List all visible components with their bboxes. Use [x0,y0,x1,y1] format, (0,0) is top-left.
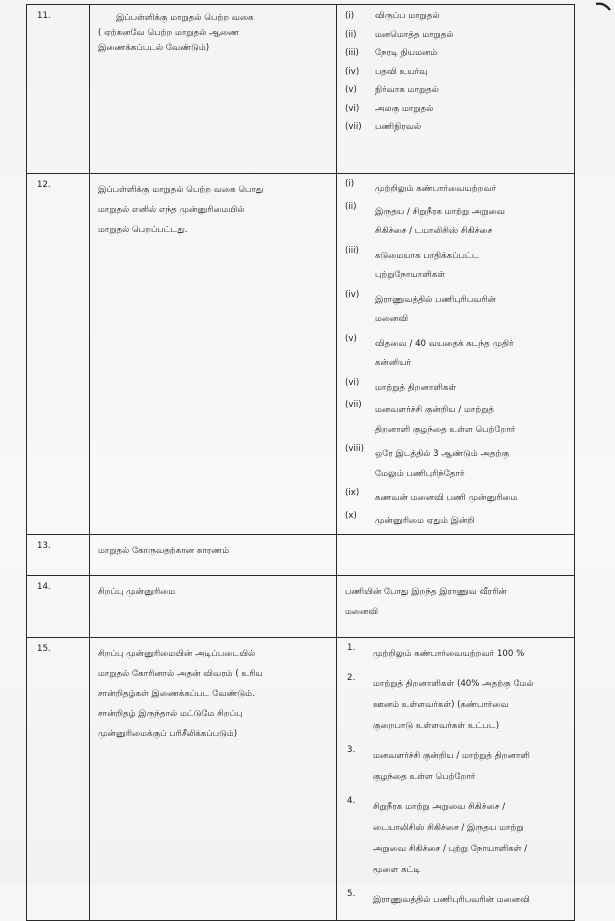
option-text: மாற்றுத் திறனாளிகள் [375,382,457,393]
option-text: விதவை / 40 வயதைக் கடந்த முதிர் [375,338,514,349]
option-number: (iii) [345,48,359,58]
list-item [347,797,568,881]
option-number: (ix) [345,488,360,498]
row-answer [337,638,575,921]
option-text: விருப்ப மாறுதல் [375,11,440,21]
option-number: (vi) [345,103,360,114]
question-line: சான்றிதழ்கள் இணைக்கப்பட வேண்டும். [98,689,255,699]
option-number: 3. [347,745,356,755]
question-line: முன்னுரிமைக்குப் பரிசீலிக்கப்படும்) [98,729,238,739]
question-line: சிறப்பு முன்னுரிமை [98,587,176,597]
question-line: சான்றிதழ் இருந்தால் மட்டுமே சிறப்பு [98,709,243,719]
option-number: (iii) [345,245,359,256]
option-text: மாற்றுத் திறனாளிகள் (40% அதற்கு மேல் [373,679,534,689]
list-item [345,103,568,122]
row-answer [337,5,575,174]
table-row-14 [27,576,575,638]
question-line: சிறப்பு முன்னுரிமையின் அடிப்படையில் [98,649,256,659]
list-item [345,10,568,29]
list-item [345,180,568,200]
option-list [345,180,568,531]
option-text: இராணுவத்தில் பணிபுரிபவரின் [375,294,496,305]
option-list [345,10,568,140]
row-number: 11. [27,5,90,174]
question-line: இப்பள்ளிக்கு மாறுதல் பெற்ற வகை பொது [98,185,264,195]
list-item [345,401,568,440]
option-number: (iv) [345,66,360,77]
question-line: ( ஏற்கனவே பெற்ற மாறுதல் ஆணை [98,28,240,38]
option-text: குழந்தை உள்ள பெற்றோர் [373,772,476,782]
page-curl-mark [594,0,612,18]
option-text: அறுவை சிகிச்சை / புற்று நோயாளிகள் / [373,844,528,854]
option-number: (x) [345,510,357,521]
option-text: ஊனம் உள்ளவர்கள்) (கண்பார்வை [373,700,509,710]
row-question [90,174,337,535]
table-row-11 [27,5,575,174]
option-text: கணவன் மனைவி பணி முன்னுரிமை [375,493,518,503]
option-text: திறனாளி குழந்தை உள்ள பெற்றோர் [375,424,516,435]
question-line: மாறுதல் கோருவதற்கான காரணம் [98,546,230,556]
option-text: கடுமையாக பாதிக்கப்பட்ட [375,250,479,261]
option-number: (ii) [345,201,357,212]
row-number: 15. [27,638,90,921]
option-text: நேரடி நியமனம் [375,48,438,58]
option-list [345,644,568,911]
option-text: ஒரே இடத்தில் 3 ஆண்டும் அதற்கு [375,449,510,459]
option-text: மனைவி [375,314,409,324]
row-question [90,638,337,921]
list-item [345,379,568,399]
list-item [345,203,568,242]
option-number: (viii) [345,444,364,454]
question-line: இப்பள்ளிக்கு மாறுதல் பெற்ற வகை [116,13,254,23]
option-number: (iv) [345,289,360,300]
list-item [345,121,568,140]
list-item [347,890,568,911]
row-question [90,5,337,174]
question-line: மாறுதல் எனில் எந்த முன்னுரிமையில் [98,205,245,215]
option-number: 5. [347,889,356,899]
option-text: சிகிச்சை / டயாலிசிஸ் சிகிச்சை [375,226,493,236]
list-item [345,84,568,103]
option-number: (v) [345,333,357,344]
option-number: (i) [345,179,355,189]
option-text: முற்றிலும் கண்பார்வையற்றவர் [375,184,497,194]
option-text: கன்னியர் [375,358,411,368]
option-text: புற்றுநோயாளிகள் [375,270,446,280]
list-item [345,66,568,85]
row-question [90,535,337,576]
list-item [345,291,568,330]
question-line: மாறுதல் பெறப்பட்டது. [98,225,188,235]
transfer-details-table [26,4,575,921]
option-text: சிறுநீரக மாற்று அறுவை சிகிச்சை / [373,802,506,812]
question-line: இணைக்கப்படல் வேண்டும்) [98,43,210,53]
row-answer-blank[interactable] [337,535,575,576]
option-number: (i) [345,11,355,21]
option-number: 1. [347,643,356,653]
table-row-13 [27,535,575,576]
option-number: (vii) [345,122,362,132]
row-number: 12. [27,174,90,535]
row-question [90,576,337,638]
option-text: மனவளர்ச்சி குன்றிய / மாற்றுத் திறனாளி [373,751,530,761]
option-text: அலகு மாறுதல் [375,103,434,114]
option-number: (ii) [345,29,357,40]
option-text: குறைபாடு உள்ளவர்கள் உட்பட) [373,721,500,731]
option-text: இராணுவத்தில் பணிபுரிபவரின் மனைவி [373,895,530,905]
table-row-15 [27,638,575,921]
list-item [345,489,568,509]
list-item [345,445,568,484]
list-item [345,29,568,48]
list-item [345,512,568,532]
question-line: மாறுதல் கோரினால் அதன் விவரம் ( உரிய [98,669,263,679]
row-answer [337,174,575,535]
option-text: டையாலிசிஸ் சிகிச்சை / இருதய மாற்று [373,823,524,833]
option-text: முன்னுரிமை ஏதும் இன்றி [375,515,475,526]
option-number: (vii) [345,400,362,410]
option-number: (v) [345,85,357,95]
option-number: (vi) [345,377,360,388]
table-row-12 [27,174,575,535]
option-text: பணிநிரவல் [375,122,422,132]
list-item [347,644,568,665]
option-text: மூளை கட்டி [373,865,421,875]
option-text: மனமொத்த மாறுதல் [375,29,454,40]
answer-line: பணியின் போது இறந்த இராணுவ வீரரின் [345,587,507,597]
row-answer [337,576,575,638]
list-item [345,247,568,286]
option-text: நிர்வாக மாறுதல் [375,85,439,95]
list-item [345,335,568,374]
option-text: மனவளர்ச்சி குன்றிய / மாற்றுத் [375,405,495,415]
option-text: பதவி உயர்வு [375,66,428,77]
answer-line: மனைவி [345,607,379,617]
list-item [347,746,568,788]
option-text: மேலும் பணிபுரிந்தோர் [375,468,465,479]
option-text: முற்றிலும் கண்பார்வையற்றவர் 100 % [373,649,525,659]
option-number: 4. [347,796,356,806]
list-item [347,674,568,737]
option-text: இருதய / சிறுநீரக மாற்று அறுவை [375,206,505,217]
row-number: 14. [27,576,90,638]
option-number: 2. [347,673,356,683]
row-number: 13. [27,535,90,576]
list-item [345,47,568,66]
